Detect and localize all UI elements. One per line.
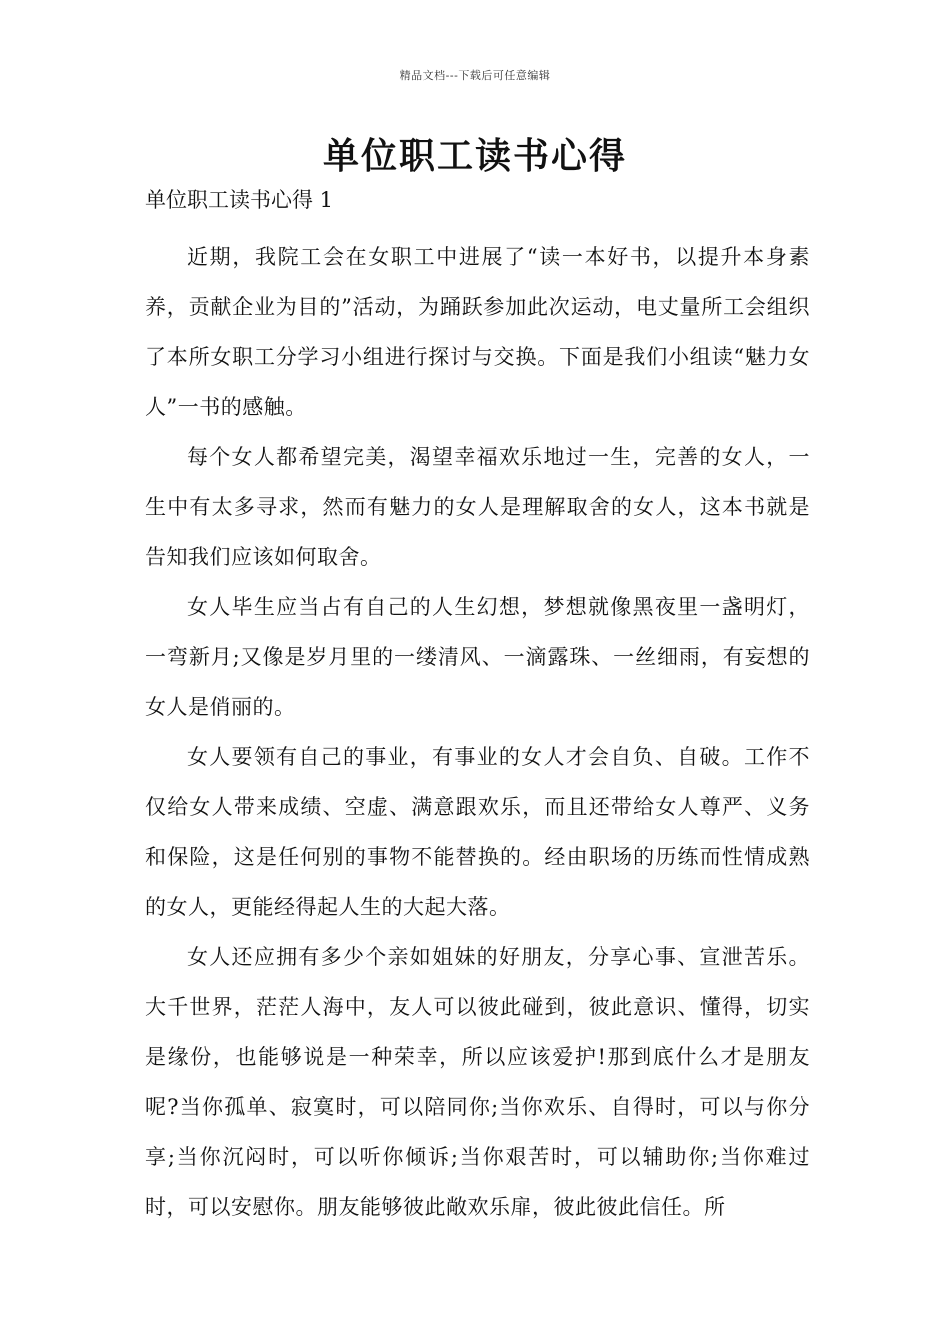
paragraph: 近期，我院工会在女职工中进展了“读一本好书，以提升本身素养，贡献企业为目的”活动，为踊跃参加此次运动，电丈量所工会组织了本所女职工分学习小组进行探讨与交换。下面是我们小组读“魅力女人”一书的感触。 — [145, 245, 810, 419]
document-title: 单位职工读书心得 — [322, 136, 627, 177]
paragraph: 女人要领有自己的事业，有事业的女人才会自负、自破。工作不仅给女人带来成绩、空虚、满意跟欢乐，而且还带给女人尊严、义务和保险，这是任何别的事物不能替换的。经由职场的历练而性情成熟的女人，更能经得起人生的大起大落。 — [145, 745, 810, 919]
header-note: 精品文档---下载后可任意编辑 — [399, 69, 551, 82]
body-text — [145, 232, 810, 1232]
section-subtitle: 单位职工读书心得 1 — [145, 188, 334, 212]
paragraph: 每个女人都希望完美，渴望幸福欢乐地过一生，完善的女人，一生中有太多寻求，然而有魅力的女人是理解取舍的女人，这本书就是告知我们应该如何取舍。 — [145, 445, 810, 569]
paragraph: 女人还应拥有多少个亲如姐妹的好朋友，分享心事、宣泄苦乐。大千世界，茫茫人海中，友人可以彼此碰到，彼此意识、懂得，切实是缘份，也能够说是一种荣幸，所以应该爱护!那到底什么才是朋友呢?当你孤单、寂寞时，可以陪同你;当你欢乐、自得时，可以与你分享;当你沉闷时，可以听你倾诉;当你艰苦时，可以辅助你;当你难过时，可以安慰你。朋友能够彼此敞欢乐扉，彼此彼此信任。所 — [145, 945, 810, 1219]
paragraph: 女人毕生应当占有自己的人生幻想，梦想就像黑夜里一盏明灯，一弯新月;又像是岁月里的一缕清风、一滴露珠、一丝细雨，有妄想的女人是俏丽的。 — [145, 595, 810, 719]
